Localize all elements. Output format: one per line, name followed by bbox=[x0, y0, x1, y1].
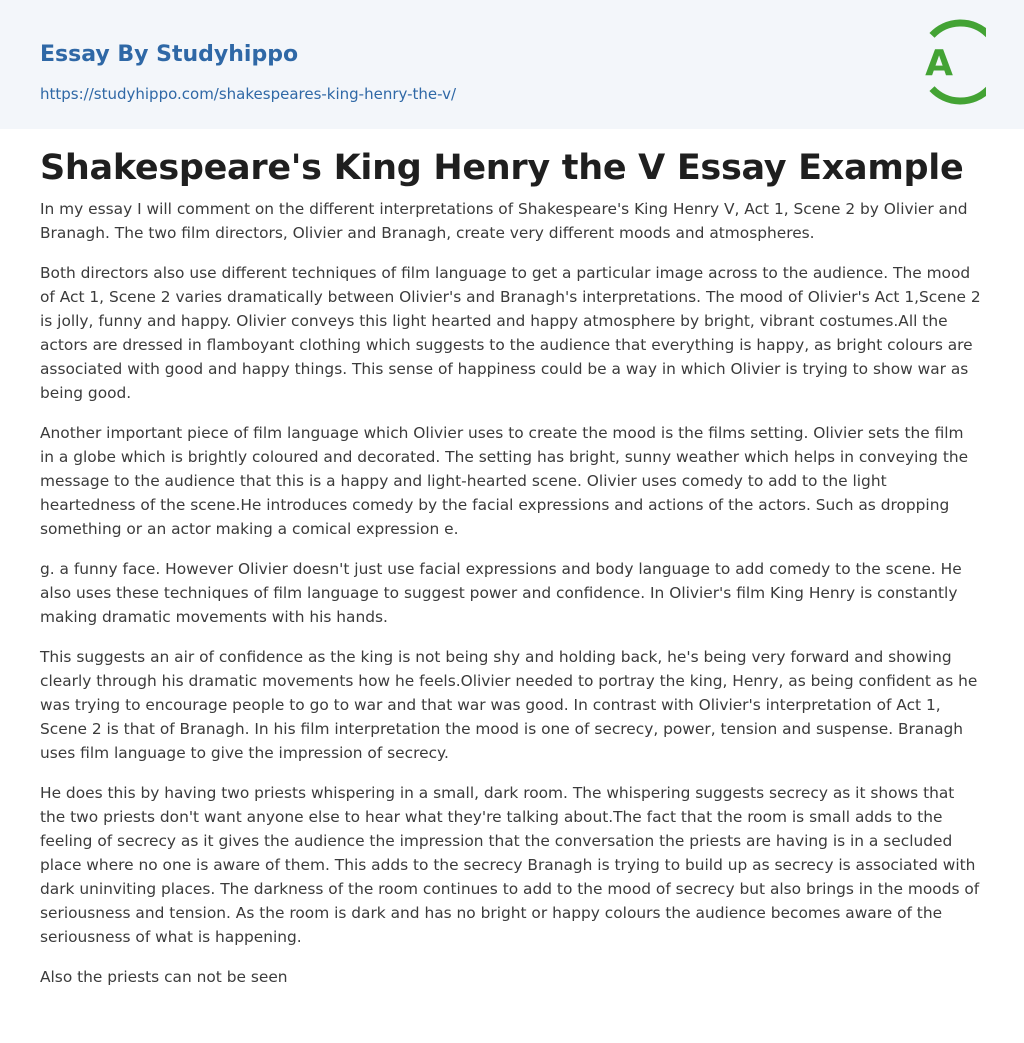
site-brand[interactable]: Essay By Studyhippo bbox=[40, 42, 299, 67]
paragraph: This suggests an air of confidence as the king is not being shy and holding back, he's being very forward and showing clearly through his dramatic movements how he feels.Olivier needed to portray the king, Henry, as being confident as he was trying to encourage people to go to war and that war was good. In contrast with Olivier's interpretation of Act 1, Scene 2 is that of Branagh. In his film interpretation the mood is one of secrecy, power, tension and suspense. Branagh uses film language to give the impression of secrecy. bbox=[40, 648, 978, 762]
site-header bbox=[0, 0, 1024, 129]
site-logo-icon[interactable] bbox=[912, 19, 986, 105]
paragraph: Also the priests can not be seen bbox=[40, 968, 288, 986]
paragraph: In my essay I will comment on the different interpretations of Shakespeare's King Henry V, Act 1, Scene 2 by Olivier and Branagh. The two film directors, Olivier and Branagh, create very different moods and atmospheres. bbox=[40, 200, 968, 242]
paragraph: Another important piece of film language which Olivier uses to create the mood is the films setting. Olivier sets the film in a globe which is brightly coloured and decorated. The setting has bright, sunny weather which helps in conveying the message to the audience that this is a happy and light-hearted scene. Olivier uses comedy to add to the light heartedness of the scene.He introduces comedy by the facial expressions and actions of the actors. Such as dropping something or an actor making a comical expression e. bbox=[40, 424, 969, 538]
logo-letter: A bbox=[925, 43, 953, 84]
page-url-link[interactable]: https://studyhippo.com/shakespeares-king-henry-the-v/ bbox=[40, 85, 457, 103]
paragraph: Both directors also use different techniques of film language to get a particular image across to the audience. The mood of Act 1, Scene 2 varies dramatically between Olivier's and Branagh's interpretations. The mood of Olivier's Act 1,Scene 2 is jolly, funny and happy. Olivier conveys this light hearted and happy atmosphere by bright, vibrant costumes.All the actors are dressed in flamboyant clothing which suggests to the audience that everything is happy, as bright colours are associated with good and happy things. This sense of happiness could be a way in which Olivier is trying to show war as being good. bbox=[40, 264, 981, 402]
paragraph: g. a funny face. However Olivier doesn't just use facial expressions and body language to add comedy to the scene. He also uses these techniques of film language to suggest power and confidence. In Olivier's film King Henry is constantly making dramatic movements with his hands. bbox=[40, 560, 962, 626]
page-title: Shakespeare's King Henry the V Essay Example bbox=[40, 148, 964, 188]
paragraph: He does this by having two priests whispering in a small, dark room. The whispering suggests secrecy as it shows that the two priests don't want anyone else to hear what they're talking about.The fact that the room is small adds to the feeling of secrecy as it gives the audience the impression that the conversation the priests are having is in a secluded place where no one is aware of them. This adds to the secrecy Branagh is trying to build up as secrecy is associated with dark uninviting places. The darkness of the room continues to add to the mood of secrecy but also brings in the moods of seriousness and tension. As the room is dark and has no bright or happy colours the audience becomes aware of the seriousness of what is happening. bbox=[40, 784, 980, 946]
article bbox=[0, 145, 1024, 989]
